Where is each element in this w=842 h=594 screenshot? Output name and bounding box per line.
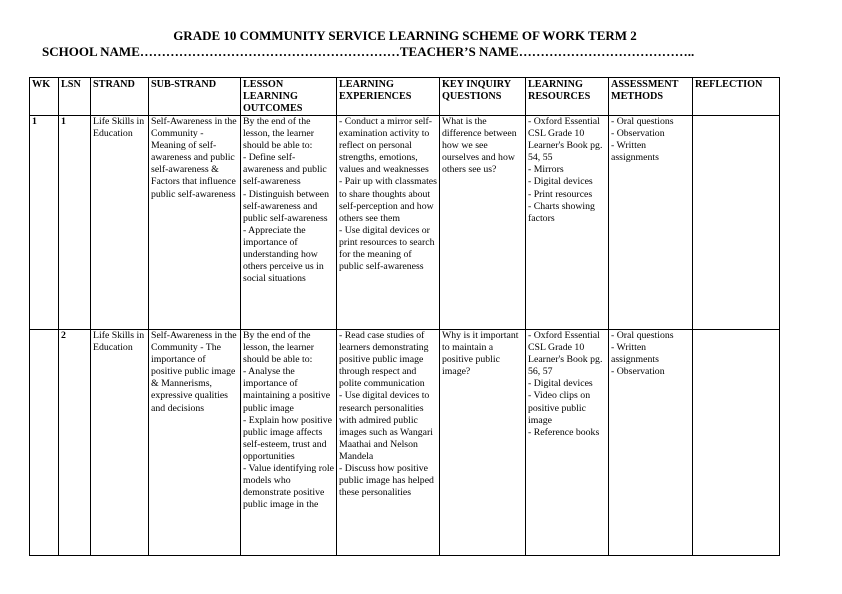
inquiry-text: What is the difference between how we see ourselves and how others see us?: [442, 116, 517, 176]
school-teacher-line: SCHOOL NAME……………………………………………………TEACHER’S NAME…………………………………..: [42, 44, 695, 59]
experiences-text: - Read case studies of learners demonstrating positive public image through respect and polite communication - Use digital devices to research personalities with admired public images such as Wangari Maathai and Nelson Mandela - Discuss how positive public image has helped these personalities: [339, 330, 434, 499]
scheme-of-work-table: [29, 77, 780, 556]
col-header-lsn: LSN: [59, 78, 91, 116]
cell-experiences: [337, 330, 440, 556]
sub-strand-text: Self-Awareness in the Community - The importance of positive public image & Mannerisms, expressive qualities and decisions: [151, 330, 237, 414]
outcomes-text: By the end of the lesson, the learner should be able to: - Analyse the importance of maintaining a positive public image - Explain how positive public image affects self-esteem, trust and opportunities - Value identifying role models who demonstrate positive public image in the: [243, 330, 334, 511]
cell-resources: [526, 330, 609, 556]
col-header-experiences: LEARNING EXPERIENCES: [337, 78, 440, 116]
inquiry-text: Why is it important to maintain a positive public image?: [442, 330, 519, 378]
document-title: GRADE 10 COMMUNITY SERVICE LEARNING SCHEME OF WORK TERM 2: [173, 28, 637, 43]
assessment-text: - Oral questions - Written assignments - Observation: [611, 330, 674, 378]
resources-text: - Oxford Essential CSL Grade 10 Learner's Book pg. 56, 57 - Digital devices - Video clips on positive public image - Reference books: [528, 330, 603, 438]
resources-text: - Oxford Essential CSL Grade 10 Learner's Book pg. 54, 55 - Mirrors - Digital devices - Print resources - Charts showing factors: [528, 116, 603, 224]
cell-lsn: 2: [59, 330, 91, 556]
outcomes-text: By the end of the lesson, the learner should be able to: - Define self-awareness and public self-awareness - Distinguish between self-awareness and public self-awareness - Appreciate the importance of understanding how others perceive us in social situations: [243, 116, 329, 285]
cell-inquiry: [440, 116, 526, 330]
cell-assessment: [609, 116, 693, 330]
col-header-strand: STRAND: [91, 78, 149, 116]
sub-strand-text: Self-Awareness in the Community - Meaning of self-awareness and public self-awareness & Factors that influence public self-awareness: [151, 116, 237, 200]
col-header-inquiry: KEY INQUIRY QUESTIONS: [440, 78, 526, 116]
table-header-row: [30, 78, 780, 116]
cell-reflection: [693, 116, 780, 330]
cell-outcomes: [241, 116, 337, 330]
col-header-assessment: ASSESSMENT METHODS: [609, 78, 693, 116]
cell-wk: [30, 330, 59, 556]
cell-experiences: [337, 116, 440, 330]
assessment-text: - Oral questions - Observation - Written assignments: [611, 116, 674, 164]
cell-strand: [91, 116, 149, 330]
cell-wk: 1: [30, 116, 59, 330]
cell-sub-strand: [149, 116, 241, 330]
col-header-sub-strand: SUB-STRAND: [149, 78, 241, 116]
cell-lsn: 1: [59, 116, 91, 330]
table-row: [30, 330, 780, 556]
cell-strand: [91, 330, 149, 556]
cell-resources: [526, 116, 609, 330]
strand-text: Life Skills in Education: [93, 330, 145, 354]
cell-inquiry: [440, 330, 526, 556]
cell-outcomes: [241, 330, 337, 556]
strand-text: Life Skills in Education: [93, 116, 145, 140]
cell-reflection: [693, 330, 780, 556]
cell-sub-strand: [149, 330, 241, 556]
col-header-reflection: REFLECTION: [693, 78, 780, 116]
col-header-resources: LEARNING RESOURCES: [526, 78, 609, 116]
table-row: [30, 116, 780, 330]
cell-assessment: [609, 330, 693, 556]
col-header-outcomes: LESSON LEARNING OUTCOMES: [241, 78, 337, 116]
col-header-wk: WK: [30, 78, 59, 116]
experiences-text: - Conduct a mirror self-examination activity to reflect on personal strengths, emotions, values and weaknesses - Pair up with classmates to share thoughts about self-perception and how others see them - Use digital devices or print resources to search for the meaning of public self-awareness: [339, 116, 437, 273]
